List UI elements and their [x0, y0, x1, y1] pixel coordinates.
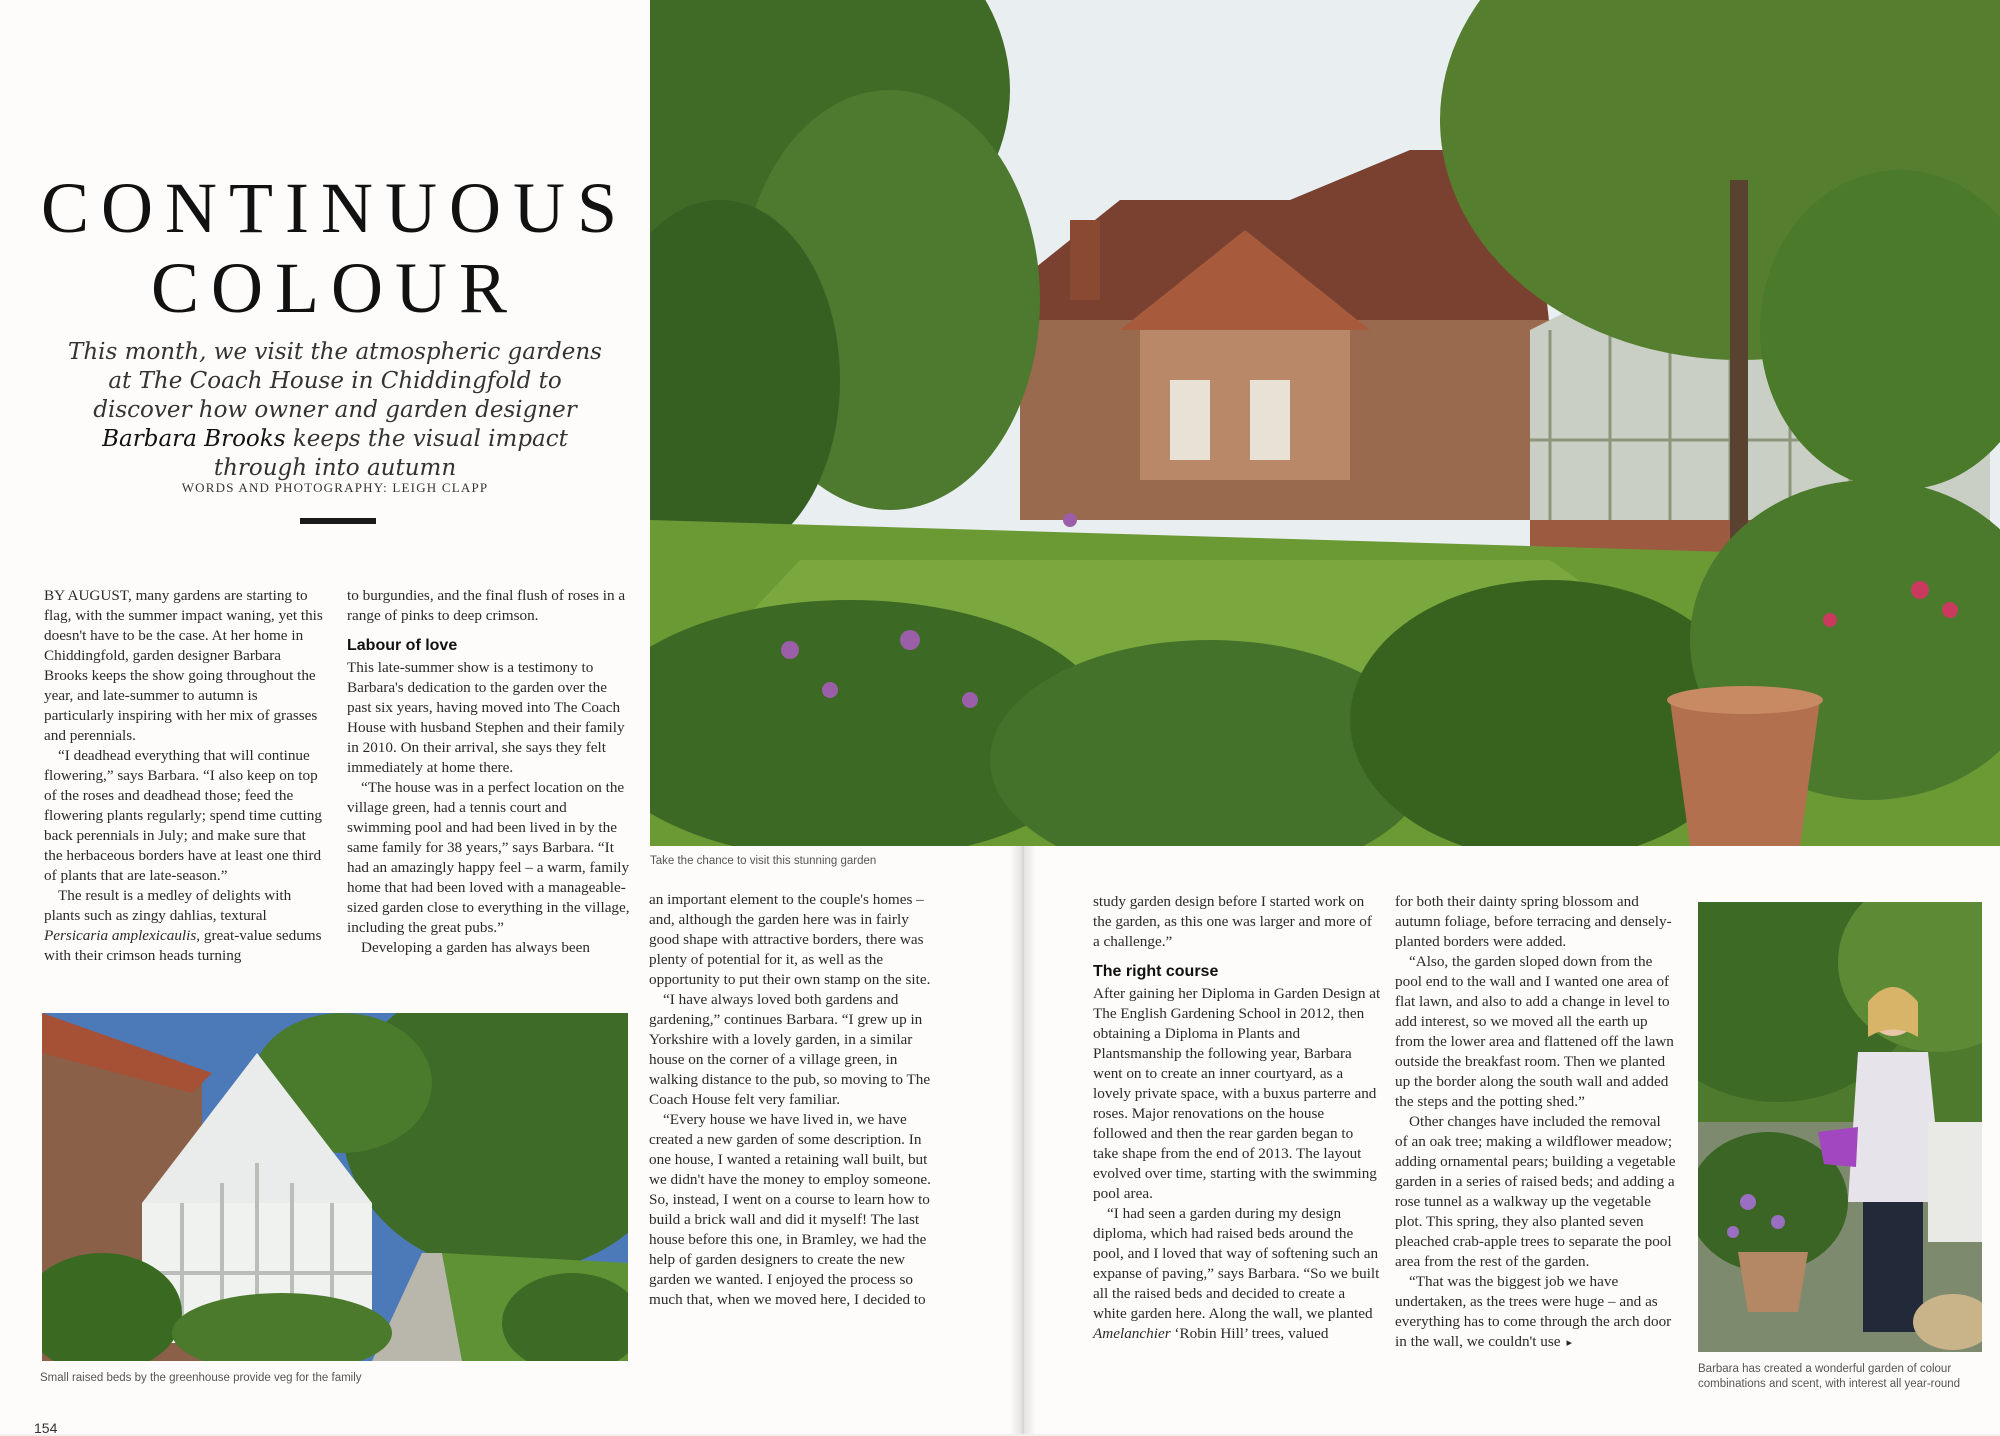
greenhouse-caption: Small raised beds by the greenhouse provide veg for the family — [40, 1372, 362, 1384]
greenhouse-illustration — [42, 1013, 628, 1361]
greenhouse-photo — [42, 1013, 628, 1361]
continue-arrow-icon: ▸ — [1566, 1336, 1573, 1349]
paragraph-text: , great-value sedums with their crimson heads turning — [44, 927, 322, 964]
paragraph: Developing a garden has always been — [361, 939, 590, 956]
paragraph: for both their dainty spring blossom and autumn foliage, before terracing and densely-planted borders were added. — [1395, 893, 1672, 950]
paragraph: After gaining her Diploma in Garden Design at The English Gardening School in 2012, then obtaining a Diploma in Plants and Plantsmanship the following year, Barbara went on to create an inner courtyard, as a lovely private space, with a buxus parterre and roses. Major renovations on the house followed and then the rear garden began to take shape from the end of 2013. The layout evolved over time, starting with the swimming pool area. — [1093, 985, 1381, 1202]
paragraph — [1093, 1204, 1381, 1344]
portrait-illustration — [1698, 902, 1982, 1352]
byline: WORDS AND PHOTOGRAPHY: LEIGH CLAPP — [181, 480, 489, 495]
body-column-5 — [1395, 892, 1677, 1353]
body-column-3 — [649, 890, 933, 1310]
title-line-1: CONTINUOUS — [41, 168, 629, 248]
plant-name: Amelanchier — [1093, 1325, 1171, 1342]
main-photo-caption: Take the chance to visit this stunning garden — [650, 855, 877, 867]
paragraph-text: “That was the biggest job we have undertaken, as the trees were huge – and as everything has to come through the arch door in the wall, we couldn't use — [1395, 1273, 1672, 1350]
paragraph: “Every house we have lived in, we have created a new garden of some description. In one house, I wanted a retaining wall built, but we didn't have the money to employ someone. So, instead, I went on a course to learn how to build a brick wall and did it myself! The last house before this one, in Bramley, we had the help of garden designers to create the new garden we wanted. I enjoyed the process so much that, when we moved here, I decided to — [649, 1111, 931, 1308]
article-title — [40, 168, 630, 328]
portrait-photo — [1698, 902, 1982, 1352]
section-heading: Labour of love — [347, 637, 458, 654]
garden-illustration — [650, 0, 2000, 846]
paragraph: “I deadhead everything that will continue flowering,” says Barbara. “I also keep on top of the roses and deadhead those; feed the flowering plants regularly; spend time cutting back perennials in July; and make sure that the herbaceous borders have at least one third of plants that are late-season.” — [44, 747, 322, 884]
title-rule — [300, 518, 376, 524]
standfirst-name: Barbara Brooks — [102, 426, 286, 452]
paragraph: an important element to the couple's homes – and, although the garden here was in fairly good shape with attractive borders, there was plenty of potential for it, as well as the opportunity to put their own stamp on the site. — [649, 891, 931, 988]
title-line-2: COLOUR — [150, 248, 519, 328]
paragraph — [44, 586, 328, 746]
paragraph — [1395, 1272, 1677, 1353]
paragraph: study garden design before I started work on the garden, as this one was larger and more of a challenge.” — [1093, 893, 1372, 950]
portrait-caption: Barbara has created a wonderful garden of colour combinations and scent, with interest all year-round — [1698, 1363, 1961, 1390]
paragraph: to burgundies, and the final flush of roses in a range of pinks to deep crimson. — [347, 587, 626, 624]
plant-name: Persicaria amplexicaulis — [44, 927, 197, 944]
paragraph: “I have always loved both gardens and gardening,” continues Barbara. “I grew up in Yorkshire with a lovely garden, in a similar house on the corner of a village green, in walking distance to the pub, so moving to The Coach House felt very familiar. — [649, 991, 931, 1108]
paragraph: Other changes have included the removal of an oak tree; making a wildflower meadow; adding ornamental pears; building a vegetable garden in a series of raised beds; and adding a rose tunnel as a walkway up the vegetable plot. This spring, they also planted seven pleached crab-apple trees to separate the pool area from the rest of the garden. — [1395, 1113, 1676, 1270]
body-column-4 — [1093, 892, 1381, 1344]
main-garden-photo — [650, 0, 2000, 846]
body-column-2 — [347, 586, 631, 958]
paragraph-text: ‘Robin Hill’ trees, valued — [1170, 1325, 1329, 1342]
paragraph: This late-summer show is a testimony to Barbara's dedication to the garden over the past six years, having moved into The Coach House with husband Stephen and their family in 2010. On their arrival, she says they felt immediately at home there. — [347, 659, 625, 776]
standfirst-text: This month, we visit the atmospheric gardens at The Coach House in Chiddingfold to discover how owner and garden designer — [68, 339, 602, 423]
section-heading: The right course — [1093, 963, 1219, 980]
paragraph-text: “I had seen a garden during my design diploma, which had raised beds around the pool, and I loved that way of softening such an expanse of paving,” says Barbara. “So we built all the raised beds and decided to create a white garden here. Along the wall, we planted — [1093, 1205, 1380, 1322]
body-column-1 — [44, 586, 328, 966]
page-number: 154 — [34, 1420, 58, 1436]
paragraph-text: The result is a medley of delights with plants such as zingy dahlias, textural — [44, 887, 292, 924]
paragraph: “Also, the garden sloped down from the pool end to the wall and I wanted one area of flat lawn, and also to add a change in level to add interest, so we moved all the earth up from the lower area and flattened off the lawn outside the breakfast room. Then we planted up the border along the south wall and added the steps and the potting shed.” — [1395, 953, 1674, 1110]
paragraph — [44, 886, 328, 966]
paragraph: “The house was in a perfect location on the village green, had a tennis court and swimming pool and had been lived in by the same family for 38 years,” says Barbara. “It had an amazingly happy feel – a warm, family home that had been loved with a manageable-sized garden close to everything in the village, including the great pubs.” — [347, 779, 630, 936]
paragraph-text: many gardens are starting to flag, with the summer impact waning, yet this doesn't have to be the case. At her home in Chiddingfold, garden designer Barbara Brooks keeps the show going throughout the year, and late-summer to autumn is particularly inspiring with her mix of grasses and perennials. — [44, 587, 323, 744]
standfirst — [60, 338, 610, 483]
drop-lead: BY AUGUST, — [44, 587, 132, 604]
standfirst-text-end: keeps the visual impact through into autumn — [213, 426, 568, 481]
